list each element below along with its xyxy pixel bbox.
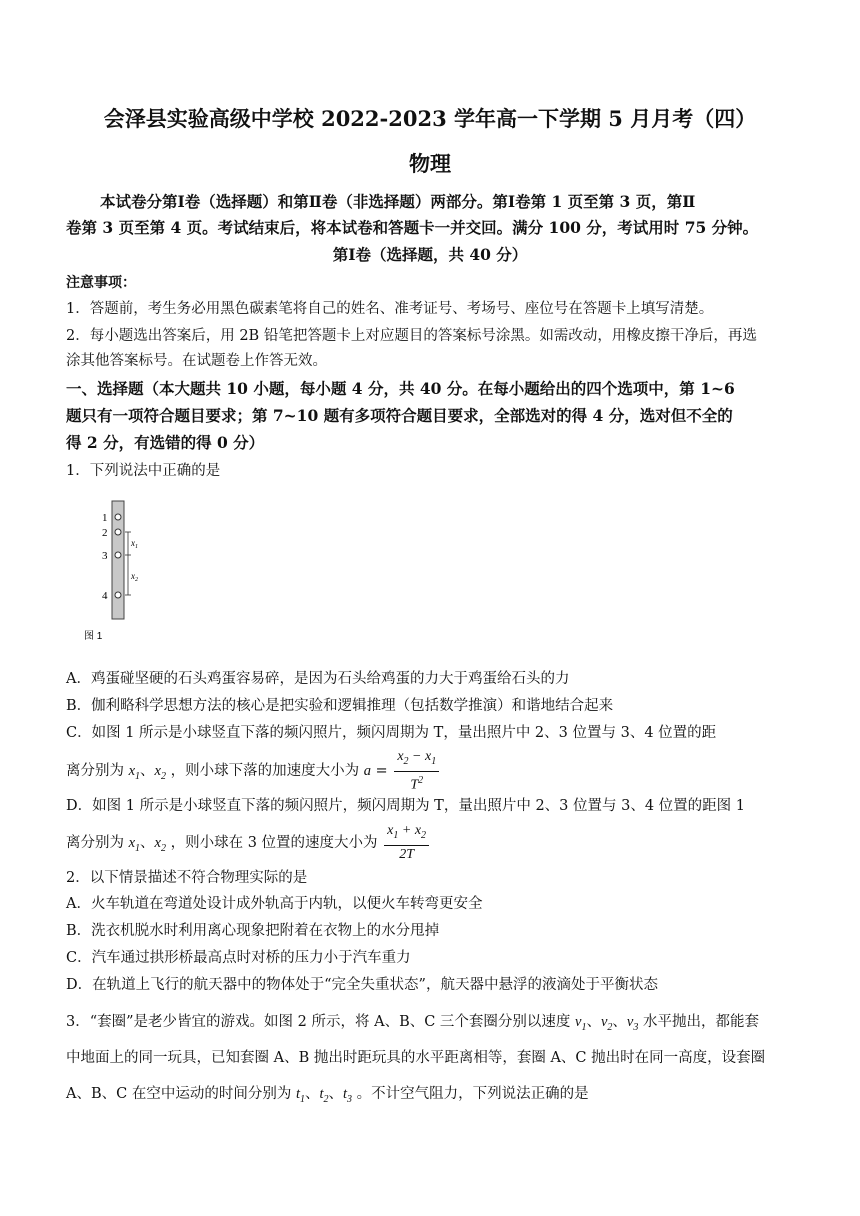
q3-line-2: 中地面上的同一玩具，已知套圈 A、B 抛出时距玩具的水平距离相等，套圈 A、C 抛出时在同一高度，设套圈 (66, 1050, 766, 1066)
notes-title: 注意事项： (66, 275, 136, 291)
note-2a: 2．每小题选出答案后，用 2B 铅笔把答题卡上对应题目的答案标号涂黑。如需改动，用橡皮擦干净后，再选 (66, 328, 757, 344)
q3-line-3: A、B、C 在空中运动的时间分别为 $t_1$、$t_2$、$t_3$ 。不计空气阻力，下列说法正确的是 (66, 1086, 589, 1105)
ball-position-2 (115, 529, 121, 535)
q1-option-d-line-2: 离分别为 $x_1$、$x_2$ ，则小球在 3 位置的速度大小为 $\frac{x_1 + x_2}{2T}$ (66, 822, 431, 864)
velocity-formula: $\frac{x_1 + x_2}{2T}$ (384, 822, 429, 864)
part1-line-1: 一、选择题（本大题共 10 小题，每小题 4 分，共 40 分。在每小题给出的四个选项中，第 1~6 (66, 379, 735, 398)
q2-option-d: D．在轨道上飞行的航天器中的物体处于“完全失重状态”，航天器中悬浮的液滴处于平衡状态 (66, 977, 658, 993)
q2-option-c: C．汽车通过拱形桥最高点时对桥的压力小于汽车重力 (66, 950, 411, 966)
figure-caption: 图 1 (84, 631, 103, 642)
part1-line-3: 得 2 分，有选错的得 0 分） (66, 433, 265, 452)
strobe-photo-figure (80, 495, 160, 645)
label-2: 2 (102, 527, 108, 539)
part1-line-2: 题只有一项符合题目要求；第 7~10 题有多项符合题目要求，全部选对的得 4 分，选对但不全的 (66, 406, 733, 425)
note-2b: 涂其他答案标号。在试题卷上作答无效。 (66, 353, 327, 369)
ball-position-1 (115, 514, 121, 520)
q3-line-1: 3．“套圈”是老少皆宜的游戏。如图 2 所示，将 A、B、C 三个套圈分别以速度 $v_1$、$v_2$、$v_3$ 水平抛出，都能套 (66, 1014, 759, 1033)
q2-option-b: B．洗衣机脱水时利用离心现象把附着在衣物上的水分甩掉 (66, 923, 440, 939)
x2-label: $x_2$ (131, 571, 138, 583)
q2-stem: 2．以下情景描述不符合物理实际的是 (66, 870, 308, 886)
label-1: 1 (102, 512, 108, 524)
q1-option-a: A．鸡蛋碰坚硬的石头鸡蛋容易碎，是因为石头给鸡蛋的力大于鸡蛋给石头的力 (66, 671, 570, 687)
label-4: 4 (102, 590, 108, 602)
intro-line-2: 卷第 3 页至第 4 页。考试结束后，将本试卷和答题卡一并交回。满分 100 分，考试用时 75 分钟。 (66, 218, 759, 237)
q1-option-c-line-2: 离分别为 $x_1$、$x_2$ ，则小球下落的加速度大小为 a = $\frac{x_2 - x_1}{T^2}$ (66, 748, 441, 794)
q1-option-c-line-1: C．如图 1 所示是小球竖直下落的频闪照片，频闪周期为 T，量出照片中 2、3 位置与 3、4 位置的距 (66, 725, 717, 741)
ball-position-3 (115, 552, 121, 558)
q2-option-a: A．火车轨道在弯道处设计成外轨高于内轨，以便火车转弯更安全 (66, 896, 483, 912)
subject-title: 物理 (409, 151, 451, 176)
q1-option-d-line-1: D．如图 1 所示是小球竖直下落的频闪照片，频闪周期为 T，量出照片中 2、3 位置与 3、4 位置的距图 1 (66, 798, 746, 814)
x1-label: $x_1$ (131, 538, 138, 550)
section-heading-1: 第Ⅰ卷（选择题，共 40 分） (332, 245, 528, 264)
intro-line-1: 本试卷分第Ⅰ卷（选择题）和第Ⅱ卷（非选择题）两部分。第Ⅰ卷第 1 页至第 3 页，第Ⅱ (100, 192, 696, 211)
note-1: 1．答题前，考生务必用黑色碳素笔将自己的姓名、准考证号、考场号、座位号在答题卡上填写清楚。 (66, 301, 714, 317)
q1-option-b: B．伽利略科学思想方法的核心是把实验和逻辑推理（包括数学推演）和谐地结合起来 (66, 698, 614, 714)
acceleration-formula: $\frac{x_2 - x_1}{T^2}$ (394, 748, 439, 794)
q1-stem: 1．下列说法中正确的是 (66, 463, 221, 479)
exam-title: 会泽县实验高级中学校 2022-2023 学年高一下学期 5 月月考（四） (103, 106, 757, 131)
label-3: 3 (102, 550, 108, 562)
ball-position-4 (115, 592, 121, 598)
